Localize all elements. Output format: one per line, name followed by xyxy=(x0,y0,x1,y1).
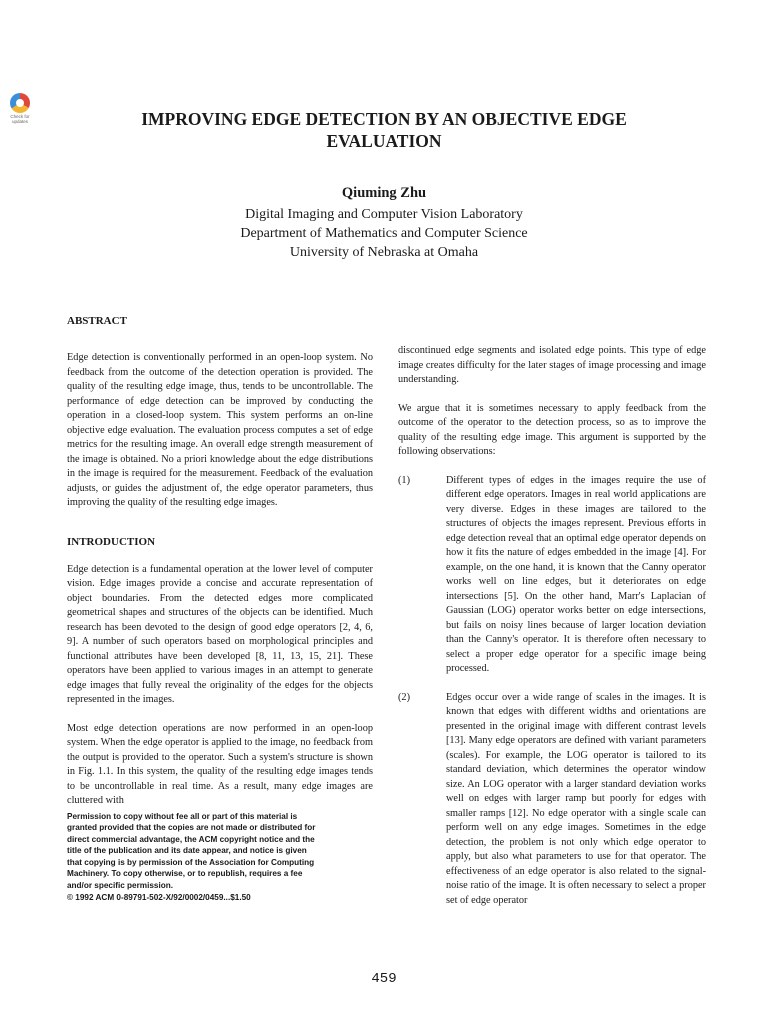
observation-item-1 xyxy=(398,474,706,677)
right-paragraph-2: We argue that it is sometimes necessary to apply feedback from the outcome of the operator to the detection process, so as to improve the quality of the resulting edge image. This argument is supported by the following observations: xyxy=(398,402,706,457)
affiliation xyxy=(100,205,668,262)
paper-title xyxy=(100,108,668,152)
title-line-1: IMPROVING EDGE DETECTION BY AN OBJECTIVE EDGE xyxy=(141,109,627,129)
intro-paragraph-2: Most edge detection operations are now performed in an open-loop system. When the edge operator is applied to the image, no feedback from the output is provided to the operator. Such a system's structure is shown in Fig. 1.1. In this system, the quality of the resulting edge images tends to be uncontrollable in real time. As a result, many edge images are cluttered with xyxy=(67,722,373,806)
introduction-heading: INTRODUCTION xyxy=(67,535,156,548)
abstract-heading: ABSTRACT xyxy=(67,315,127,327)
observation-item-2 xyxy=(398,691,706,909)
permission-line: granted provided that the copies are not made or distributed for xyxy=(67,823,316,833)
right-column xyxy=(398,344,706,908)
item-text: Edges occur over a wide range of scales in the images. It is known that edges with different widths and orientations are presented in the original image with different contrast levels [13]. Many edge operators are defined with variant parameters (scales). For example, the LOG operator is tailored to its standard deviation, which determines the operator window size. An LOG operator with a larger standard deviation works well on edges with larger ramp but poorly for edges with smaller ramps [12]. No edge operator with a single scale can perform well on any edge images. Sometimes in the edge detection, the problem is not only which edge operator to apply, but also what parameters to use for that operator. The effectiveness of an edge operator is also related to the signal-noise ratio of the image. It is often necessary to select a proper set of edge operator xyxy=(446,691,706,906)
permission-line: and/or specific permission. xyxy=(67,881,174,891)
item-number: (2) xyxy=(398,691,411,703)
intro-paragraph-1: Edge detection is a fundamental operation at the lower level of computer vision. Edge images provide a concise and accurate representation of object boundaries. From the detected edges more complicated geometrical shapes and structures of the objects can be identified. Much research has been devoted to the design of good edge operators [2, 4, 6, 9]. A number of such operators based on morphological principles and functional attributes have been developed [8, 11, 13, 15, 21]. These operators have been applied to various images in an attempt to generate edge images that fully reveal the originality of the edges for the objects represented in the images. xyxy=(67,563,373,705)
copyright-line: © 1992 ACM 0-89791-502-X/92/0002/0459...$1.50 xyxy=(67,892,251,902)
badge-label: Check for updates xyxy=(10,114,30,124)
crossmark-icon xyxy=(10,93,30,113)
check-for-updates-badge[interactable] xyxy=(5,93,35,124)
author-name: Qiuming Zhu xyxy=(341,185,427,201)
permission-notice xyxy=(67,811,373,904)
affiliation-line: Department of Mathematics and Computer Science xyxy=(240,226,528,241)
item-text: Different types of edges in the images require the use of different edge operators. Images in real world applications are very diverse. Edges in these images are tailored to the structures of objects the images represent. Previous efforts in edge detection reveal that an optimal edge operator depends on how it fits the nature of edges embedded in the image [4]. For example, on the one hand, it is known that the Canny operator works well on line edges, but it deteriorates on edge intersections [5]. On the other hand, Marr's Laplacian of Gaussian (LOG) operator works better on edge intersections, but fails on noisy lines because of larger location deviation than the Canny's operator. It is therefore often necessary to select a proper edge operator for a specific image being processed. xyxy=(446,474,706,674)
permission-line: Machinery. To copy otherwise, or to republish, requires a fee xyxy=(67,869,303,879)
page-number: 459 xyxy=(371,971,397,987)
abstract-text: Edge detection is conventionally performed in an open-loop system. No feedback from the outcome of the detection operation is provided. The quality of the resulting edge image, thus, tends to be uncontrollable. The performance of edge detection can be improved by conducting the operation in a closed-loop system. This system performs an on-line objective edge evaluation. The evaluation process computes a set of edge metrics for the resulting image. An overall edge strength measurement of the image is obtained. No a priori knowledge about the edge distributions in the image is required for the measurement. Feedback of the evaluation adjusts, or guides the adjustment of, the edge operator parameters, thus improving the quality of the resulting edge images. xyxy=(67,352,373,508)
item-number: (1) xyxy=(398,474,411,486)
permission-line: direct commercial advantage, the ACM copyright notice and the xyxy=(67,834,315,844)
affiliation-line: University of Nebraska at Omaha xyxy=(289,245,479,260)
permission-line: title of the publication and its date appear, and notice is given xyxy=(67,846,307,856)
title-line-2: EVALUATION xyxy=(326,131,442,151)
left-column xyxy=(67,314,373,903)
right-paragraph-1: discontinued edge segments and isolated edge points. This type of edge image creates difficulty for the later stages of image processing and image understanding. xyxy=(398,345,706,385)
permission-line: that copying is by permission of the Association for Computing xyxy=(67,857,315,867)
affiliation-line: Digital Imaging and Computer Vision Laboratory xyxy=(245,207,523,222)
permission-line: Permission to copy without fee all or part of this material is xyxy=(67,811,298,821)
